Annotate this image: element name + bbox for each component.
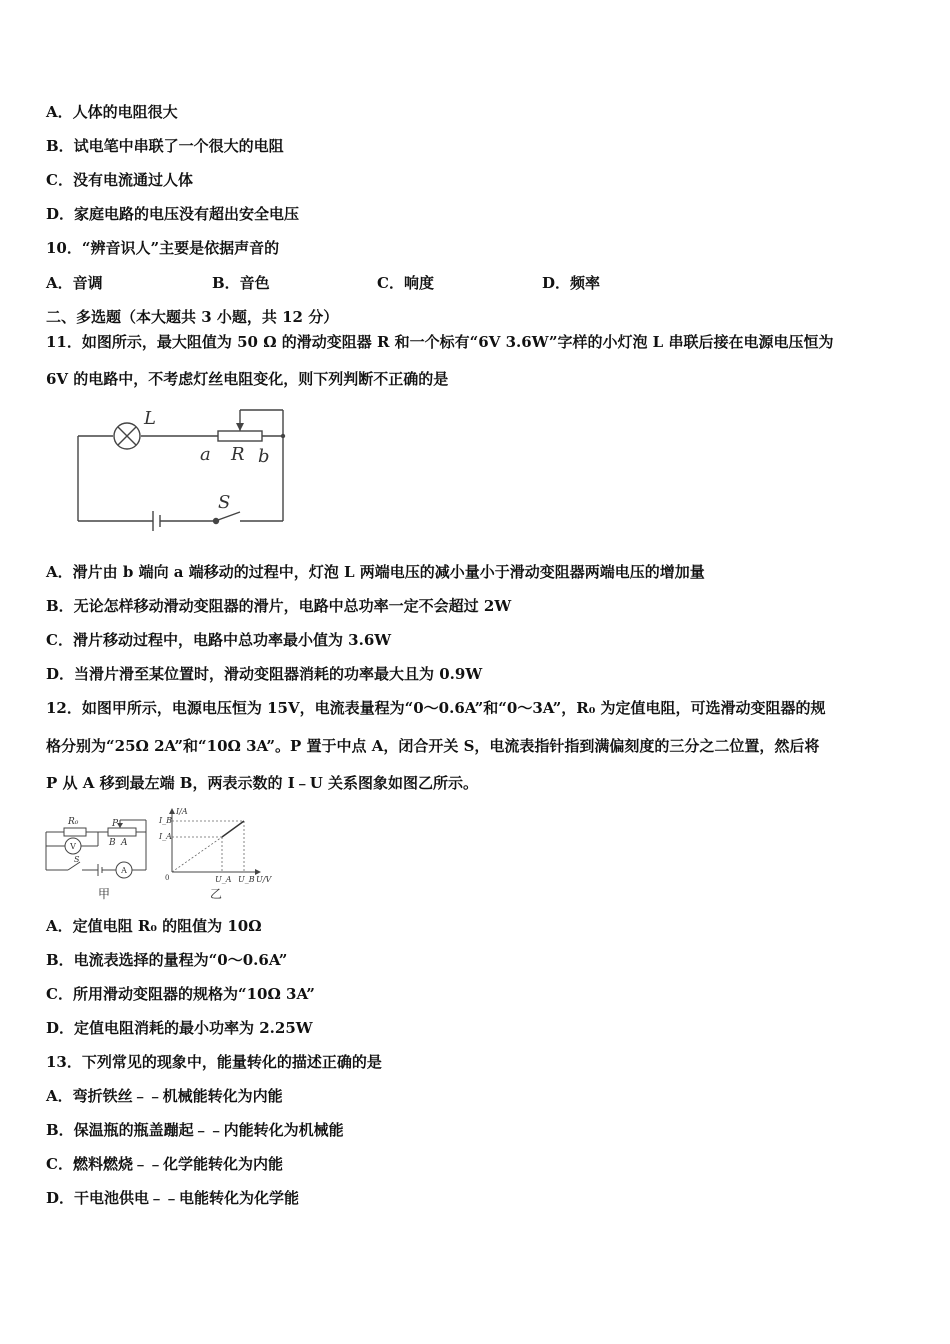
point-b-label: B bbox=[109, 838, 116, 848]
q13-option-d: D．干电池供电﹣﹣电能转化为化学能 bbox=[46, 1189, 300, 1207]
q9-option-d: D．家庭电路的电压没有超出安全电压 bbox=[46, 205, 300, 223]
switch-label: S bbox=[218, 492, 231, 513]
q10-option-c: C．响度 bbox=[377, 274, 434, 292]
origin-label: 0 bbox=[165, 874, 170, 882]
terminal-a-label: a bbox=[200, 444, 211, 465]
figure-jia-caption: 甲 bbox=[98, 887, 111, 901]
q10-option-d: D．频率 bbox=[542, 274, 601, 292]
q11-option-c: C．滑片移动过程中，电路中总功率最小值为 3.6W bbox=[46, 631, 392, 649]
q12-option-a: A．定值电阻 R₀ 的阻值为 10Ω bbox=[46, 917, 262, 935]
ub-label: U_B bbox=[238, 875, 255, 884]
q11-option-d: D．当滑片滑至某位置时，滑动变阻器消耗的功率最大且为 0.9W bbox=[46, 665, 483, 683]
q13-stem: 13．下列常见的现象中，能量转化的描述正确的是 bbox=[46, 1053, 382, 1071]
q12-option-d: D．定值电阻消耗的最小功率为 2.25W bbox=[46, 1019, 313, 1037]
q11-option-b: B．无论怎样移动滑动变阻器的滑片，电路中总功率一定不会超过 2W bbox=[46, 597, 512, 615]
q10-stem: 10．“辨音识人”主要是依据声音的 bbox=[46, 239, 280, 257]
lamp-label: L bbox=[144, 408, 156, 429]
voltmeter-label: V bbox=[70, 842, 76, 851]
q10-options bbox=[46, 273, 746, 293]
ammeter-label: A bbox=[121, 866, 127, 875]
q11-option-a: A．滑片由 b 端向 a 端移动的过程中，灯泡 L 两端电压的减小量小于滑动变阻器两端电压的增加量 bbox=[46, 563, 705, 581]
q9-option-b: B．试电笔中串联了一个很大的电阻 bbox=[46, 137, 284, 155]
figure-yi-caption: 乙 bbox=[210, 887, 223, 901]
ib-label: I_B bbox=[159, 816, 173, 825]
q12-figure-jia bbox=[42, 812, 158, 906]
y-axis-label: I/A bbox=[176, 807, 188, 816]
slider-p-label: P bbox=[112, 819, 119, 829]
section-heading: 二、多选题（本大题共 3 小题，共 12 分） bbox=[46, 308, 339, 326]
q13-option-b: B．保温瓶的瓶盖蹦起﹣﹣内能转化为机械能 bbox=[46, 1121, 344, 1139]
q10-option-b: B．音色 bbox=[212, 274, 270, 292]
q12-option-c: C．所用滑动变阻器的规格为“10Ω 3A” bbox=[46, 985, 315, 1003]
q13-option-a: A．弯折铁丝﹣﹣机械能转化为内能 bbox=[46, 1087, 283, 1105]
r0-label: R₀ bbox=[68, 817, 79, 827]
q9-option-a: A．人体的电阻很大 bbox=[46, 103, 178, 121]
q11-stem-line1: 11．如图所示，最大阻值为 50 Ω 的滑动变阻器 R 和一个标有“6V 3.6W”字样的小灯泡 L 串联后接在电源电压恒为 bbox=[46, 333, 834, 351]
ua-label: U_A bbox=[215, 875, 232, 884]
q11-stem-line2: 6V 的电路中，不考虑灯丝电阻变化，则下列判断不正确的是 bbox=[46, 370, 449, 388]
q12-figure-yi bbox=[158, 806, 280, 906]
switch-s-label: S bbox=[74, 855, 80, 864]
q12-stem-line2: 格分别为“25Ω 2A”和“10Ω 3A”。P 置于中点 A，闭合开关 S，电流表指针指到满偏刻度的三分之二位置，然后将 bbox=[46, 737, 820, 755]
resistor-label: R bbox=[231, 444, 245, 465]
q12-stem-line1: 12．如图甲所示，电源电压恒为 15V，电流表量程为“0～0.6A”和“0～3A”，R₀ 为定值电阻，可选滑动变阻器的规 bbox=[46, 699, 826, 717]
q10-option-a: A．音调 bbox=[46, 274, 103, 292]
terminal-b-label: b bbox=[258, 446, 270, 467]
q12-option-b: B．电流表选择的量程为“0～0.6A” bbox=[46, 951, 288, 969]
ia-label: I_A bbox=[159, 832, 172, 841]
point-a-label: A bbox=[121, 838, 128, 848]
x-axis-label: U/V bbox=[256, 875, 272, 884]
q11-circuit-figure bbox=[70, 398, 295, 533]
q13-option-c: C．燃料燃烧﹣﹣化学能转化为内能 bbox=[46, 1155, 283, 1173]
iu-graph-line bbox=[222, 821, 244, 837]
q12-stem-line3: P 从 A 移到最左端 B，两表示数的 I﹣U 关系图象如图乙所示。 bbox=[46, 774, 479, 792]
q9-option-c: C．没有电流通过人体 bbox=[46, 171, 193, 189]
